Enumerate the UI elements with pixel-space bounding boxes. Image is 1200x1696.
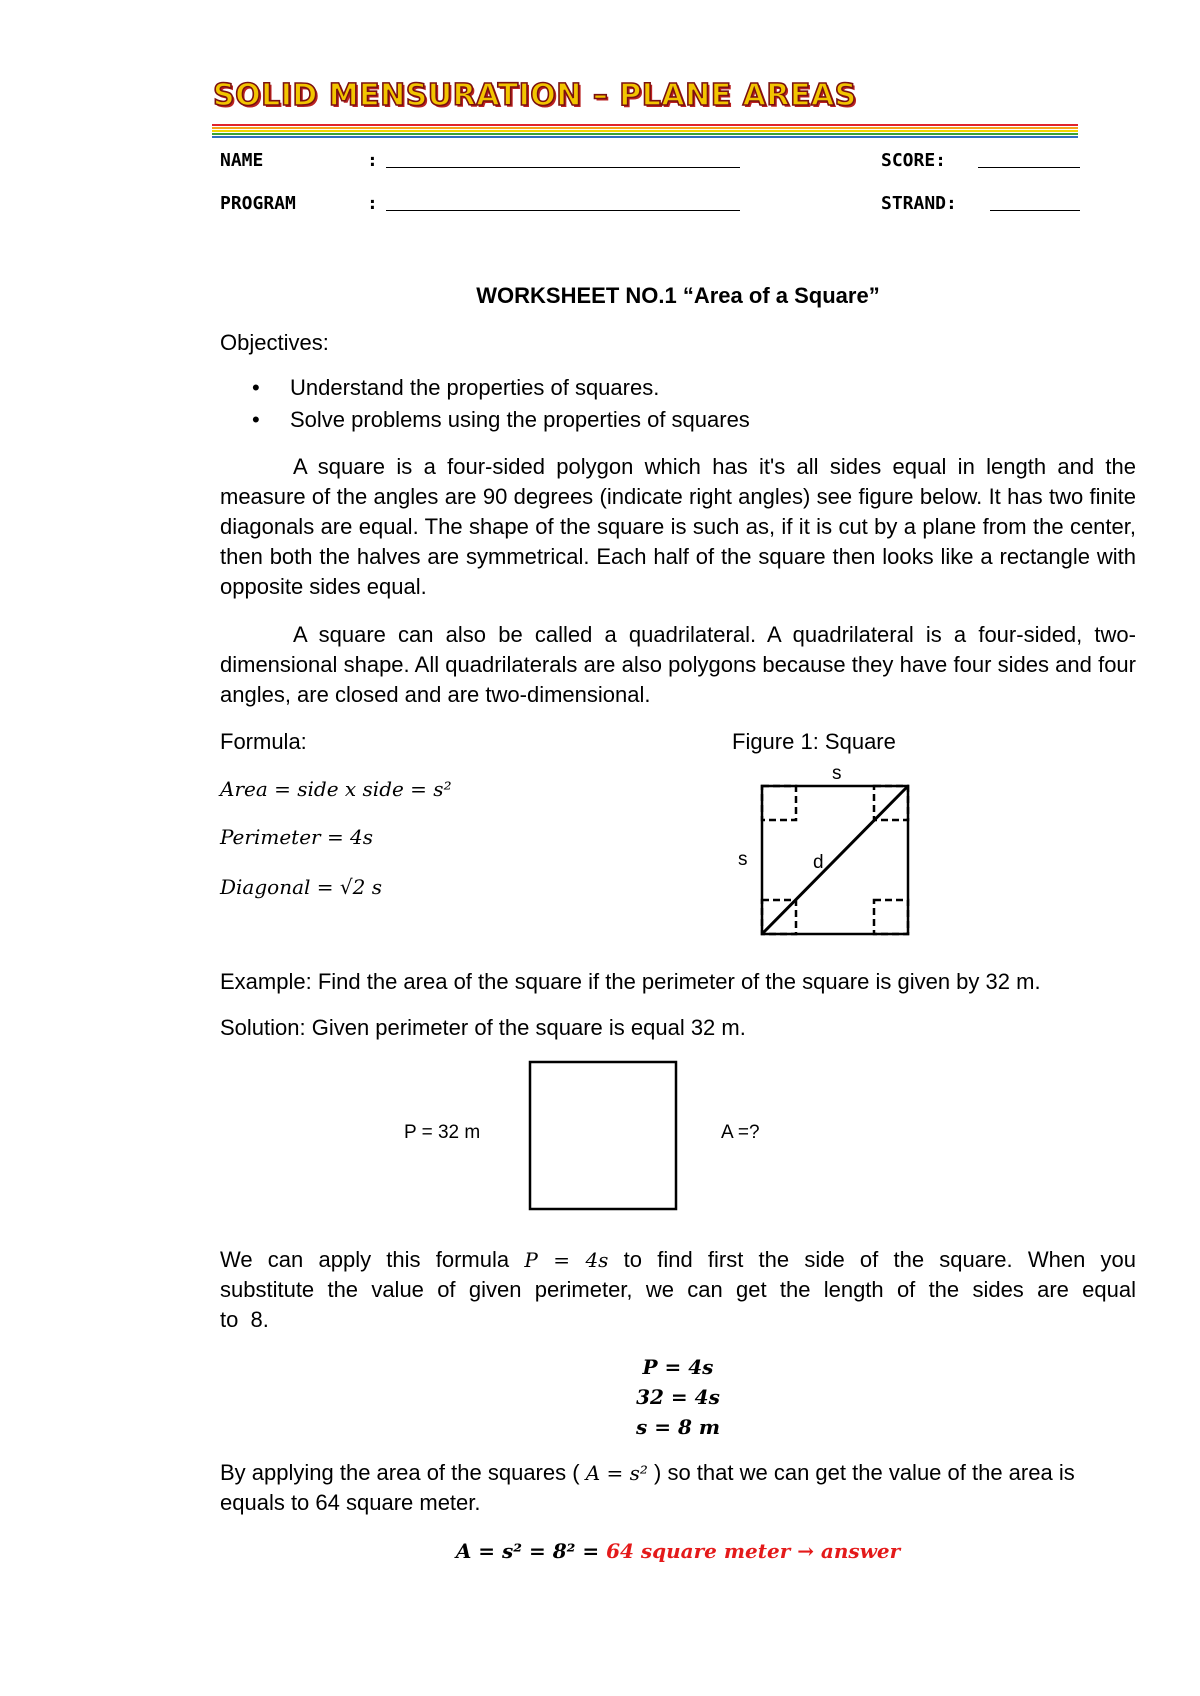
example-problem: Example: Find the area of the square if the perimeter of the square is given by 32 m. [220, 969, 1041, 994]
paragraph-apply-area [220, 1458, 1136, 1518]
step-3: s = 8 m [636, 1415, 720, 1439]
final-answer-line [220, 1536, 1136, 1566]
final-answer-result: 64 square meter → answer [606, 1539, 901, 1563]
figure-left-side-label: s [738, 849, 748, 870]
figure-top-side-label: s [832, 763, 842, 784]
figure-caption: Figure 1: Square [732, 729, 896, 754]
paragraph3-end: to find first the side of the square. When you substitute the value of given perimeter, we can get the length of the sides are equal to 8. [220, 1247, 1137, 1332]
step-1: P = 4s [642, 1355, 714, 1379]
diagonal-formula: Diagonal = √2 s [220, 875, 382, 899]
program-colon: : [367, 193, 378, 214]
worksheet-title: WORKSHEET NO.1 “Area of a Square” [476, 283, 880, 308]
strand-label: STRAND: [881, 193, 957, 214]
paragraph-square-definition: A square is a four-sided polygon which has it's all sides equal in length and the measure of the angles are 90 degrees (indicate right angles) see figure below. It has two finite diagonals are equal. The shape of the square is such as, if it is cut by a plane from the center, then both the halves are symmetrical. Each half of the square then looks like a rectangle with opposite sides equal. [220, 454, 1136, 599]
name-colon: : [367, 150, 378, 171]
paragraph4-end: ) so that we can get the value of the area is equals to 64 square meter. [220, 1460, 1075, 1515]
figure-diagonal-label: d [813, 852, 824, 873]
paragraph-quadrilateral: A square can also be called a quadrilateral. A quadrilateral is a four-sided, two-dimensional shape. All quadrilaterals are also polygons because they have four sides and four angles, are closed and are two-dimensional. [220, 622, 1136, 707]
solution-intro: Solution: Given perimeter of the square is equal 32 m. [220, 1015, 746, 1040]
area-unknown-label: A =? [721, 1122, 760, 1143]
name-label: NAME [220, 150, 264, 171]
paragraph-apply-formula [220, 1245, 1136, 1335]
paragraph4-start: By applying the area of the squares ( [220, 1460, 580, 1485]
paragraph3-inline-formula: P = 4s [524, 1248, 609, 1272]
paragraph4-inline-formula: A = s² [585, 1461, 648, 1485]
paragraph3-start: We can apply this formula [220, 1247, 510, 1272]
score-label: SCORE: [881, 150, 947, 171]
document-title: SOLID MENSURATION – PLANE AREAS [213, 78, 857, 113]
final-answer-equation: A = s² = 8² = [455, 1539, 600, 1563]
example-square [530, 1062, 676, 1209]
formula-label: Formula: [220, 729, 307, 754]
perimeter-formula: Perimeter = 4s [220, 825, 374, 849]
step-2: 32 = 4s [636, 1385, 720, 1409]
objective-item: • Solve problems using the properties of squares [290, 404, 750, 436]
area-formula: Area = side x side = s² [220, 777, 452, 801]
program-label: PROGRAM [220, 193, 296, 214]
objectives-label: Objectives: [220, 330, 329, 355]
objective-item: • Understand the properties of squares. [290, 372, 750, 404]
perimeter-value-label: P = 32 m [404, 1122, 481, 1143]
